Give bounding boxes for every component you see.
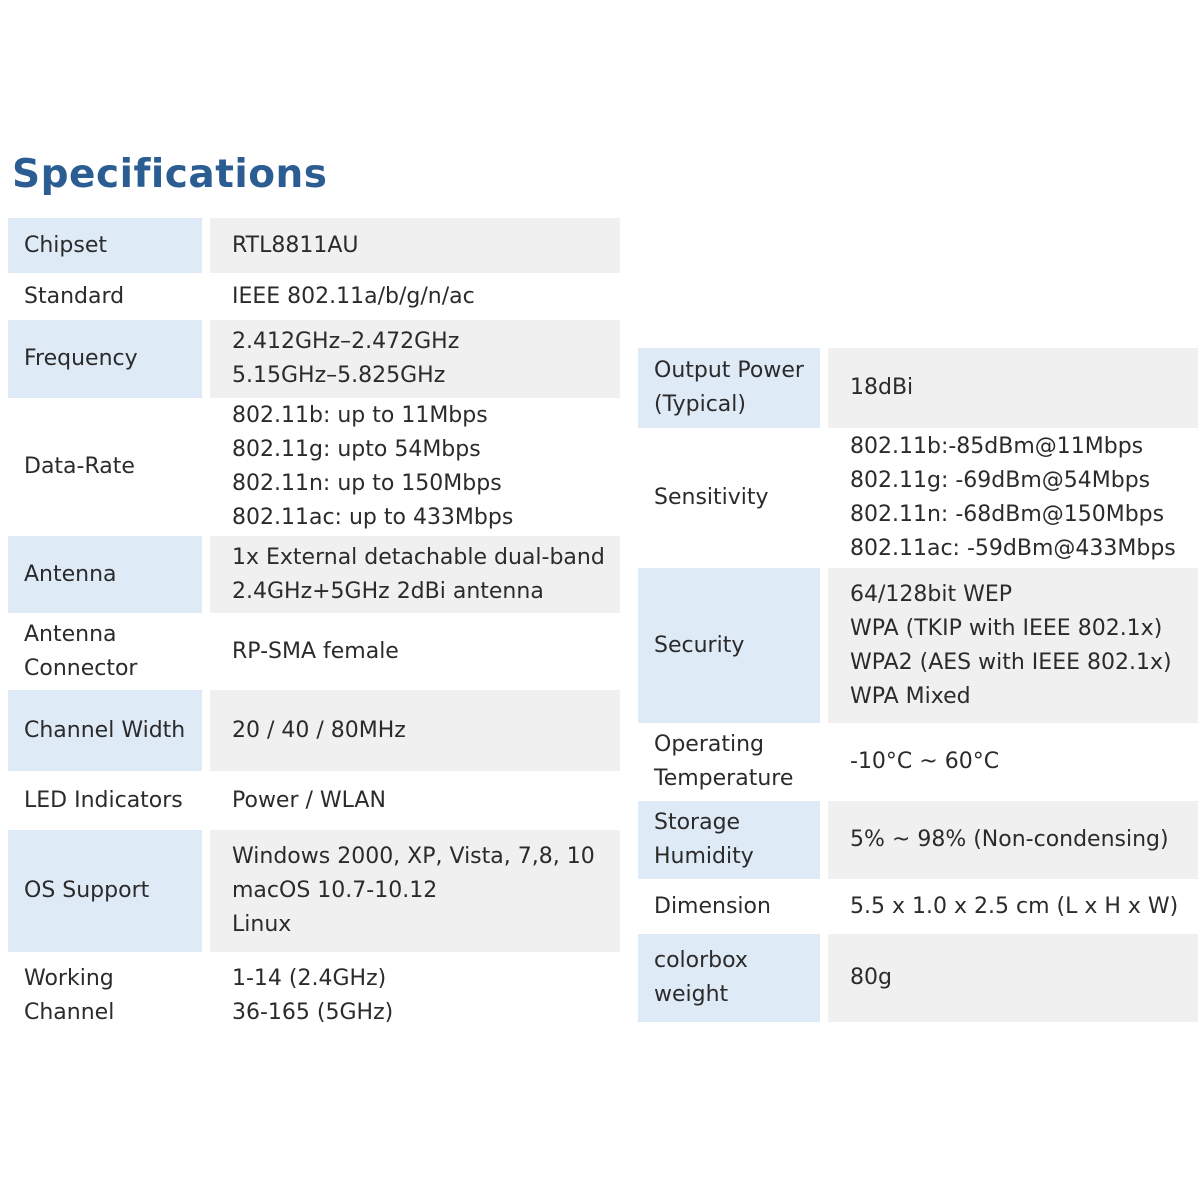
- spec-row-frequency: [8, 320, 620, 398]
- spec-row-security: [638, 568, 1198, 723]
- spec-value-line: Windows 2000, XP, Vista, 7,8, 10: [232, 844, 595, 869]
- spec-value-line: WPA2 (AES with IEEE 802.1x): [850, 649, 1172, 675]
- spec-value: [210, 613, 620, 690]
- spec-value-line: 802.11b: up to 11Mbps: [232, 403, 488, 428]
- page-title: Specifications: [12, 152, 328, 197]
- spec-row-output-power-typical: [638, 348, 1198, 428]
- spec-row-chipset: [8, 218, 620, 273]
- spec-value-line: 802.11ac: -59dBm@433Mbps: [850, 536, 1176, 561]
- spec-label-line: Working: [24, 966, 114, 991]
- spec-value-line: RTL8811AU: [232, 232, 359, 258]
- spec-row-sensitivity: [638, 428, 1198, 568]
- spec-row-antenna: [8, 536, 620, 613]
- spec-label: Sensitivity: [654, 485, 769, 510]
- spec-value: [210, 273, 620, 320]
- spec-label: Channel Width: [8, 690, 202, 771]
- spec-label-line: Humidity: [654, 844, 754, 869]
- spec-value-line: WPA Mixed: [850, 683, 971, 709]
- spec-value-line: IEEE 802.11a/b/g/n/ac: [232, 283, 475, 309]
- spec-value: [828, 723, 1198, 801]
- spec-value: [828, 568, 1198, 723]
- spec-label: Security: [638, 568, 820, 723]
- spec-label-line: Antenna: [24, 621, 117, 647]
- spec-label: Standard: [24, 283, 125, 309]
- spec-row-standard: [8, 273, 620, 320]
- spec-row-colorbox-weight: [638, 934, 1198, 1022]
- spec-value-line: 18dBi: [850, 375, 914, 400]
- spec-value-line: 2.412GHz–2.472GHz: [232, 329, 460, 354]
- spec-value-line: 802.11g: -69dBm@54Mbps: [850, 468, 1151, 493]
- spec-label-line: Connector: [24, 655, 138, 681]
- spec-label-line: Temperature: [654, 766, 794, 791]
- spec-value: [210, 398, 620, 536]
- spec-value: [828, 801, 1198, 879]
- spec-row-storage-humidity: [638, 801, 1198, 879]
- spec-value: [210, 952, 620, 1040]
- spec-label: Frequency: [8, 320, 202, 398]
- spec-value-line: 5.5 x 1.0 x 2.5 cm (L x H x W): [850, 893, 1179, 919]
- spec-value: [210, 320, 620, 398]
- spec-label: [8, 952, 202, 1040]
- spec-value: [210, 771, 620, 830]
- spec-row-data-rate: [8, 398, 620, 536]
- spec-label-line: Storage: [654, 810, 741, 835]
- spec-label-line: weight: [654, 982, 729, 1007]
- spec-value: [210, 690, 620, 771]
- spec-label: Antenna: [8, 536, 202, 613]
- spec-row-os-support: [8, 830, 620, 952]
- spec-label-line: Channel: [24, 1000, 115, 1025]
- spec-row-operating-temperature: [638, 723, 1198, 801]
- spec-value: [210, 536, 620, 613]
- spec-value-line: 80g: [850, 965, 892, 990]
- spec-value: [828, 879, 1198, 934]
- spec-value: [828, 934, 1198, 1022]
- spec-label: OS Support: [8, 830, 202, 952]
- spec-label: [8, 613, 202, 690]
- spec-value-line: RP-SMA female: [232, 638, 399, 664]
- spec-row-antenna-connector: [8, 613, 620, 690]
- spec-label-line: (Typical): [654, 392, 746, 417]
- spec-value-line: 5.15GHz–5.825GHz: [232, 363, 446, 388]
- spec-label: Chipset: [8, 218, 202, 273]
- spec-value-line: 64/128bit WEP: [850, 581, 1013, 607]
- spec-value-line: macOS 10.7-10.12: [232, 878, 438, 903]
- spec-value-line: 36-165 (5GHz): [232, 1000, 394, 1025]
- spec-label-line: colorbox: [654, 948, 748, 973]
- spec-label-line: Output Power: [654, 358, 804, 383]
- spec-label: [638, 934, 820, 1022]
- spec-row-dimension: [638, 879, 1198, 934]
- spec-value: [210, 218, 620, 273]
- spec-value-line: Power / WLAN: [232, 787, 386, 813]
- spec-row-led-indicators: [8, 771, 620, 830]
- spec-value-line: 1x External detachable dual-band: [232, 544, 605, 570]
- spec-value: [828, 428, 1198, 568]
- spec-value-line: -10°C ~ 60°C: [850, 749, 1000, 774]
- spec-value-line: 1-14 (2.4GHz): [232, 966, 387, 991]
- spec-value-line: Linux: [232, 912, 292, 937]
- spec-label: Dimension: [654, 893, 771, 919]
- spec-label: LED Indicators: [24, 787, 183, 813]
- spec-label: [638, 723, 820, 801]
- spec-row-channel-width: [8, 690, 620, 771]
- spec-value-line: 802.11n: up to 150Mbps: [232, 471, 502, 496]
- spec-value-line: 20 / 40 / 80MHz: [232, 717, 406, 743]
- spec-value-line: 802.11n: -68dBm@150Mbps: [850, 502, 1165, 527]
- spec-value-line: 2.4GHz+5GHz 2dBi antenna: [232, 578, 544, 604]
- spec-row-working-channel: [8, 952, 620, 1040]
- spec-value: [828, 348, 1198, 428]
- spec-label-line: Operating: [654, 732, 764, 757]
- spec-value-line: 5% ~ 98% (Non-condensing): [850, 827, 1169, 852]
- spec-value-line: 802.11g: upto 54Mbps: [232, 437, 481, 462]
- spec-value: [210, 830, 620, 952]
- spec-value-line: WPA (TKIP with IEEE 802.1x): [850, 615, 1163, 641]
- spec-label: [638, 348, 820, 428]
- spec-value-line: 802.11b:-85dBm@11Mbps: [850, 434, 1144, 459]
- spec-label: [638, 801, 820, 879]
- spec-label: Data-Rate: [24, 454, 135, 479]
- spec-value-line: 802.11ac: up to 433Mbps: [232, 505, 514, 530]
